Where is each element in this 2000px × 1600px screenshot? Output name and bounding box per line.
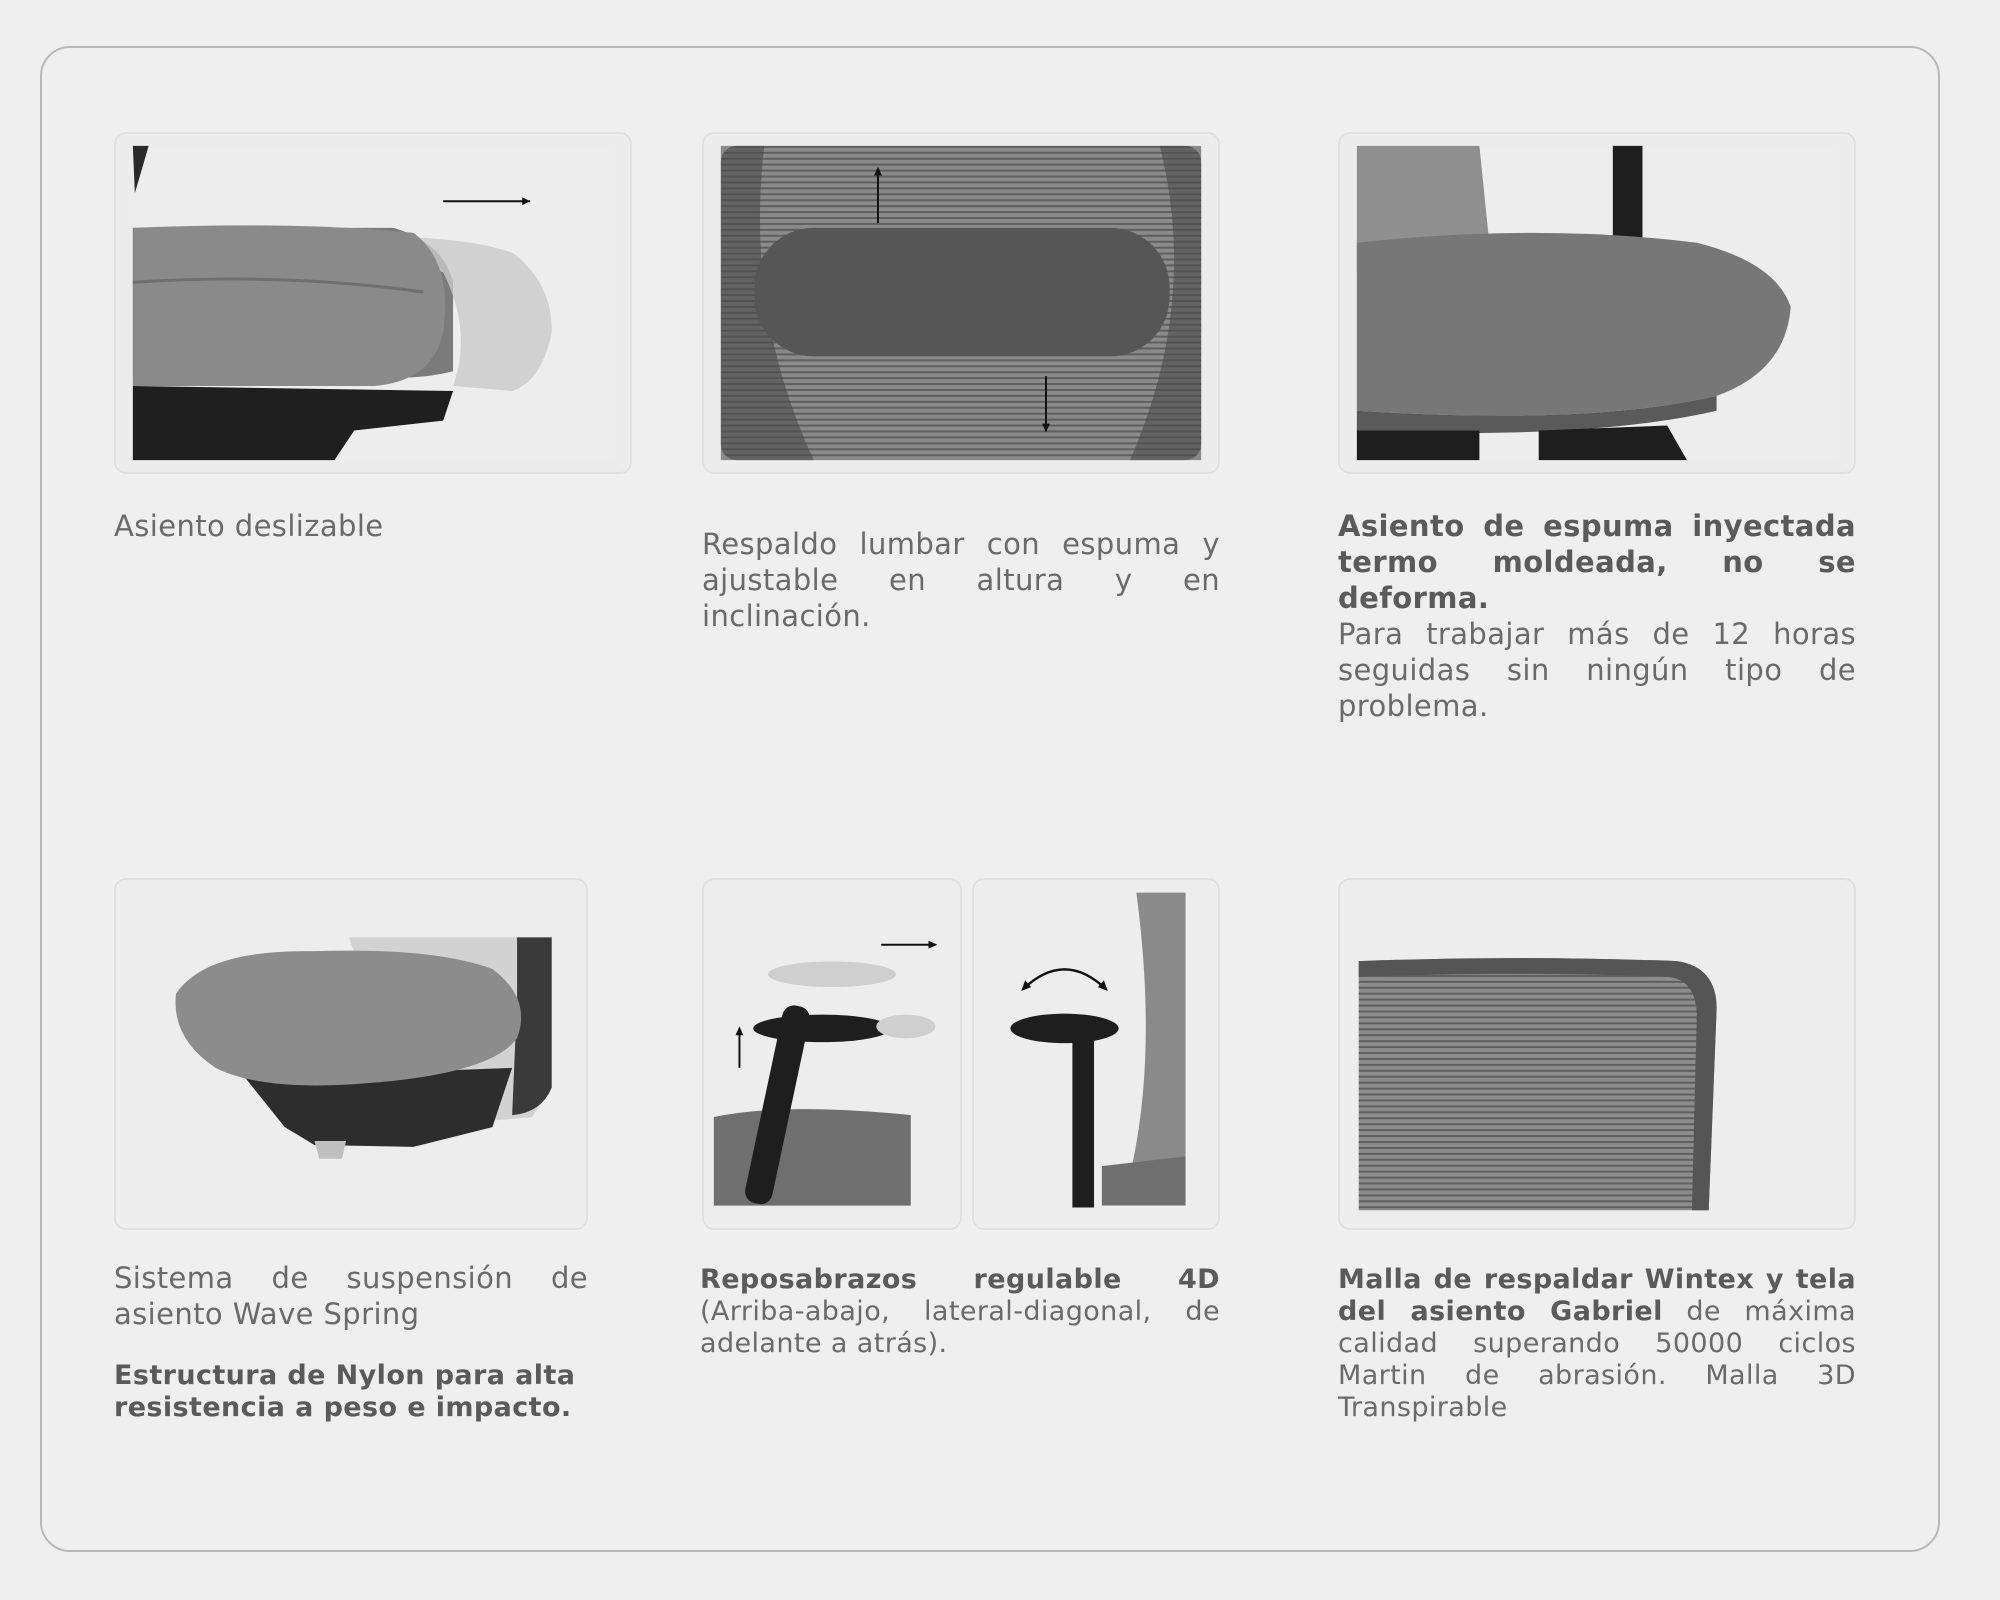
sliding-seat-illustration (116, 134, 630, 472)
image-lumbar-backrest (702, 132, 1220, 474)
caption-wave-spring: Sistema de suspensión de asiento Wave Spring (114, 1261, 588, 1331)
title-mesh-backrest: Malla de respaldar Wintex y tela del asiento Gabriel (1338, 1264, 1856, 1327)
caption-mesh-backrest-detail: de máxima calidad superando 50000 ciclos Martin de abrasión. Malla 3D Transpirable (1338, 1296, 1856, 1423)
foam-seat-illustration (1340, 134, 1854, 472)
caption-sliding-seat: Asiento deslizable (114, 509, 384, 543)
mesh-backrest-illustration (1340, 880, 1854, 1228)
caption-armrest (700, 1264, 1220, 1360)
note-nylon-structure: Estructura de Nylon para alta resistencia a peso e impacto. (114, 1360, 576, 1423)
image-armrest-height (702, 878, 962, 1230)
caption-foam-seat: Para trabajar más de 12 horas seguidas sin ningún tipo de problema. (1338, 617, 1856, 723)
image-sliding-seat (114, 132, 632, 474)
image-mesh-backrest (1338, 878, 1856, 1230)
image-foam-seat (1338, 132, 1856, 474)
image-armrest-pivot (972, 878, 1220, 1230)
caption-mesh-backrest (1338, 1264, 1856, 1424)
armrest-pivot-illustration (974, 880, 1218, 1228)
caption-lumbar-backrest: Respaldo lumbar con espuma y ajustable en altura y en inclinación. (702, 527, 1220, 633)
wave-spring-illustration (116, 880, 586, 1228)
image-wave-spring (114, 878, 588, 1230)
caption-armrest-detail: (Arriba-abajo, lateral-diagonal, de adelante a atrás). (700, 1296, 1220, 1359)
title-foam-seat: Asiento de espuma inyectada termo moldeada, no se deforma. (1338, 509, 1856, 615)
title-armrest: Reposabrazos regulable 4D (700, 1264, 1220, 1295)
lumbar-backrest-illustration (704, 134, 1218, 472)
armrest-height-illustration (704, 880, 960, 1228)
